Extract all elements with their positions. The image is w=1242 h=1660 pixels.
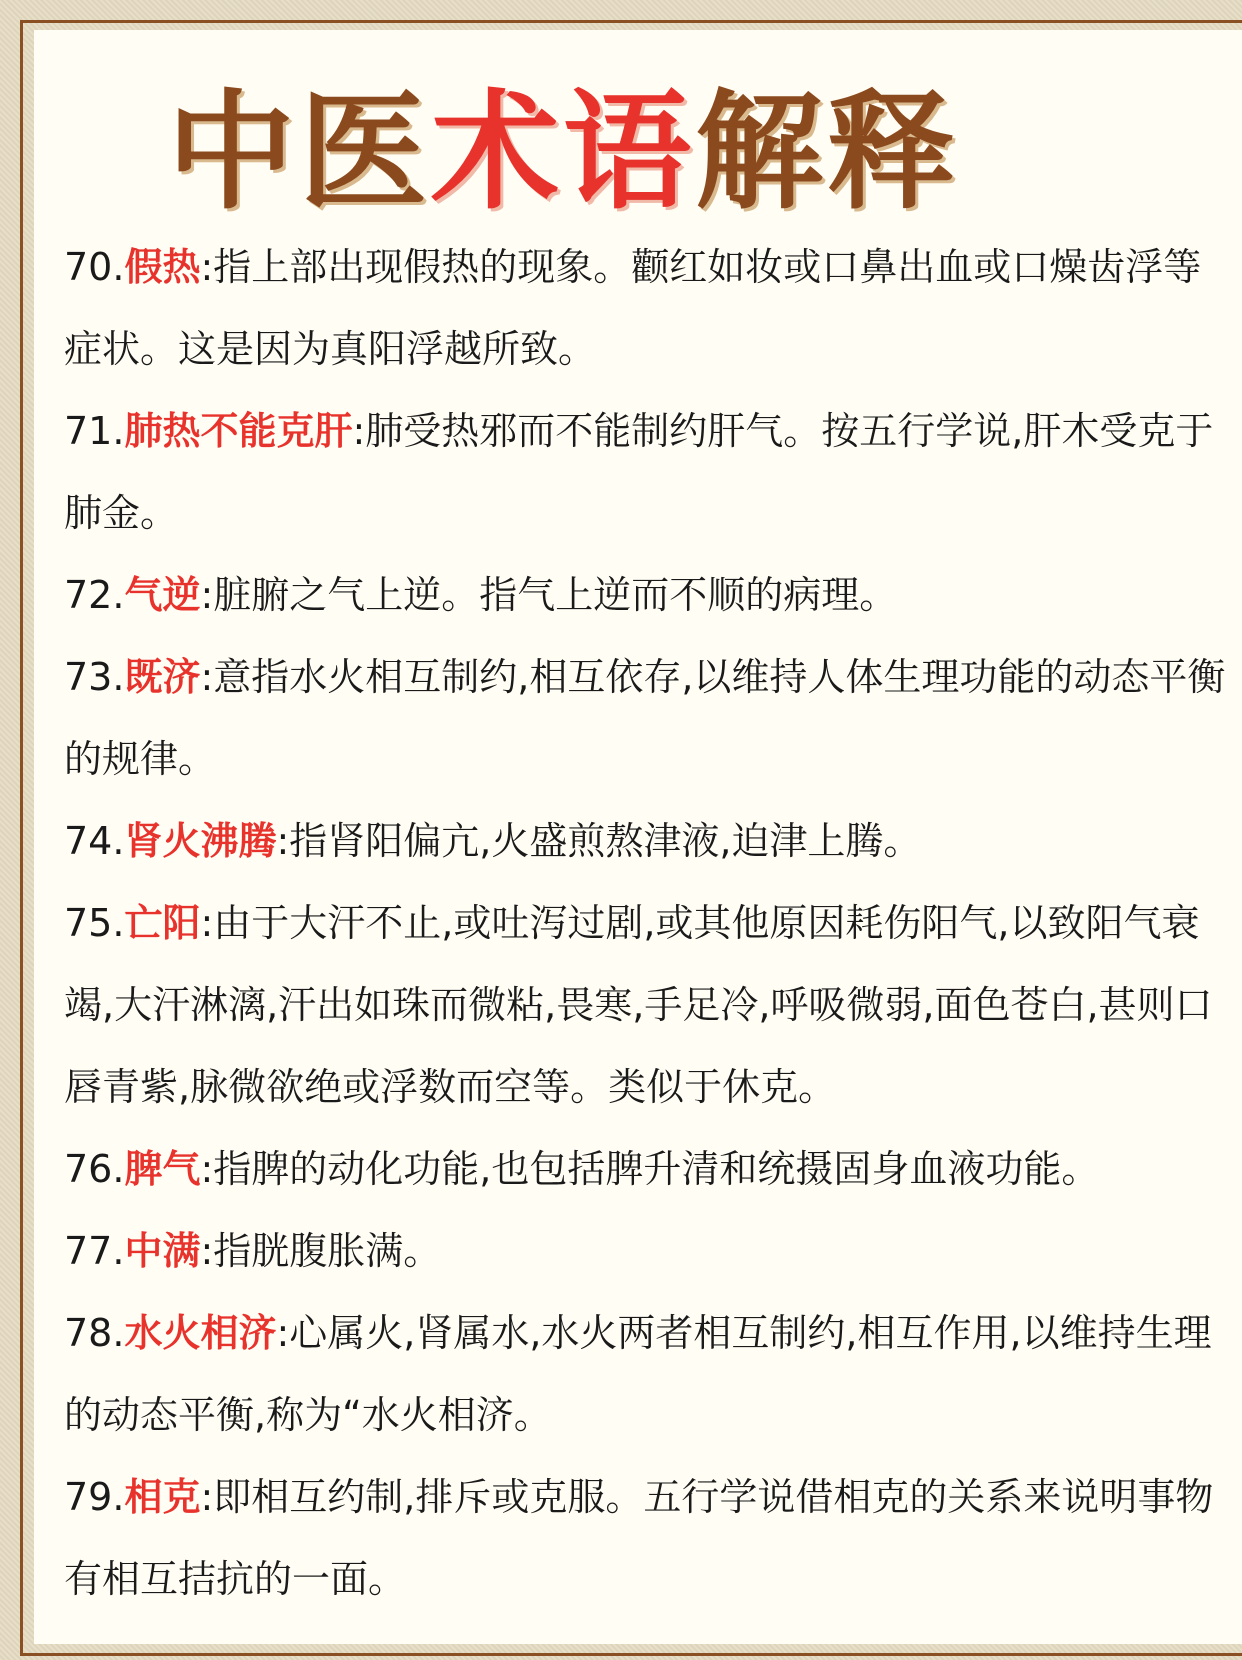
entry-number: 70.: [64, 245, 125, 289]
entry-separator: :: [200, 655, 214, 699]
entry-number: 73.: [64, 655, 125, 699]
title-part-1: 中医: [166, 78, 431, 227]
entry-separator: :: [276, 1311, 290, 1355]
entry-term: 相克: [124, 1475, 201, 1519]
entry-definition: 意指水火相互制约,相互依存,以维持人体生理功能的动态平衡的规律。: [64, 655, 1226, 781]
entry-term: 中满: [124, 1229, 201, 1273]
entry-number: 72.: [64, 573, 125, 617]
entry-separator: :: [200, 245, 214, 289]
term-entry-78: [64, 1292, 1239, 1456]
entry-number: 75.: [64, 901, 125, 945]
title-part-3: 解释: [695, 78, 960, 227]
entry-separator: :: [352, 409, 366, 453]
entry-term: 假热: [124, 245, 201, 289]
entry-separator: :: [200, 901, 214, 945]
entry-definition: 脏腑之气上逆。指气上逆而不顺的病理。: [213, 573, 898, 617]
title-highlight: 术语: [430, 78, 695, 227]
entry-number: 74.: [64, 819, 125, 863]
entry-number: 77.: [64, 1229, 125, 1273]
entry-definition: 指肾阳偏亢,火盛煎熬津液,迫津上腾。: [289, 819, 922, 863]
term-entry-77: [64, 1210, 1239, 1292]
entry-separator: :: [200, 1229, 214, 1273]
entry-separator: :: [200, 1475, 214, 1519]
entry-term: 气逆: [124, 573, 201, 617]
term-entry-70: [64, 226, 1239, 390]
entry-number: 76.: [64, 1147, 125, 1191]
entry-term: 肺热不能克肝: [124, 409, 353, 453]
entry-number: 79.: [64, 1475, 125, 1519]
entry-term: 既济: [124, 655, 201, 699]
page-title: [34, 78, 1242, 228]
entry-number: 78.: [64, 1311, 125, 1355]
entry-definition: 即相互约制,排斥或克服。五行学说借相克的关系来说明事物有相互拮抗的一面。: [64, 1475, 1214, 1601]
entry-definition: 肺受热邪而不能制约肝气。按五行学说,肝木受克于肺金。: [64, 409, 1214, 535]
term-entry-74: [64, 800, 1239, 882]
entry-definition: 指上部出现假热的现象。颧红如妆或口鼻出血或口燥齿浮等症状。这是因为真阳浮越所致。: [64, 245, 1202, 371]
term-entry-79: [64, 1456, 1239, 1620]
entry-definition: 心属火,肾属水,水火两者相互制约,相互作用,以维持生理的动态平衡,称为“水火相济。: [64, 1311, 1212, 1437]
term-entry-72: [64, 554, 1239, 636]
entry-separator: :: [200, 573, 214, 617]
entry-definition: 指胱腹胀满。: [213, 1229, 442, 1273]
entry-number: 71.: [64, 409, 125, 453]
entry-term: 水火相济: [124, 1311, 277, 1355]
entry-term: 肾火沸腾: [124, 819, 277, 863]
term-entry-71: [64, 390, 1239, 554]
term-entry-75: [64, 882, 1239, 1128]
entry-term: 亡阳: [124, 901, 201, 945]
entry-separator: :: [276, 819, 290, 863]
entry-separator: :: [200, 1147, 214, 1191]
term-entry-73: [64, 636, 1239, 800]
entry-definition: 指脾的动化功能,也包括脾升清和统摄固身血液功能。: [213, 1147, 1100, 1191]
term-entry-76: [64, 1128, 1239, 1210]
term-list: [64, 226, 1239, 1620]
entry-term: 脾气: [124, 1147, 201, 1191]
entry-definition: 由于大汗不止,或吐泻过剧,或其他原因耗伤阳气,以致阳气衰竭,大汗淋漓,汗出如珠而微粘,畏寒,手足冷,呼吸微弱,面色苍白,甚则口唇青紫,脉微欲绝或浮数而空等。类似于休克。: [64, 901, 1213, 1109]
paper-card: [34, 30, 1242, 1644]
